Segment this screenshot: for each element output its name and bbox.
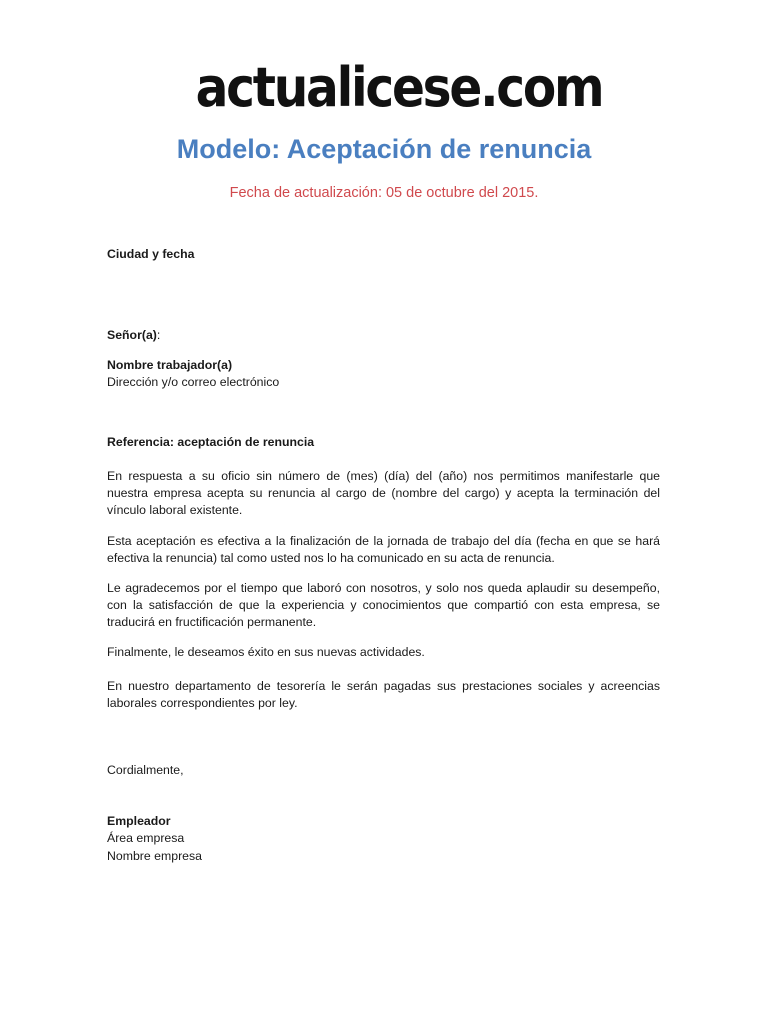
city-date: Ciudad y fecha [107,247,195,261]
paragraph-thanks: Le agradecemos por el tiempo que laboró con nosotros, y solo nos queda aplaudir su desempeño, con la satisfacción de que la experiencia y conocimientos que compartió con esta empresa, se traducirá en fructificación permanente. [107,581,660,629]
update-date: Fecha de actualización: 05 de octubre del 2015. [229,185,539,201]
worker-address: Dirección y/o correo electrónico [107,375,280,389]
salutation [107,327,660,344]
document-title: Modelo: Aceptación de renuncia [176,134,592,164]
salutation-colon: : [156,328,161,342]
signature-company: Nombre empresa [107,849,202,863]
site-logo: actualicese.com [195,56,603,119]
worker-name: Nombre trabajador(a) [107,358,233,372]
paragraph-treasury: En nuestro departamento de tesorería le serán pagadas sus prestaciones sociales y acreencias laborales correspondientes por ley. [107,679,660,710]
closing: Cordialmente, [107,763,184,777]
salutation-label: Señor(a) [107,328,157,342]
reference-line: Referencia: aceptación de renuncia [107,435,315,449]
signature-role: Empleador [107,814,171,828]
paragraph-response: En respuesta a su oficio sin número de (mes) (día) del (año) nos permitimos manifestarle que nuestra empresa acepta su renuncia al cargo de (nombre del cargo) y acepta la terminación del vínculo laboral existente. [107,469,660,517]
paragraph-wishes: Finalmente, le deseamos éxito en sus nuevas actividades. [107,645,425,659]
signature-area: Área empresa [107,831,185,845]
paragraph-effective: Esta aceptación es efectiva a la finalización de la jornada de trabajo del día (fecha en que se hará efectiva la renuncia) tal como usted nos lo ha comunicado en su acta de renuncia. [107,534,660,565]
